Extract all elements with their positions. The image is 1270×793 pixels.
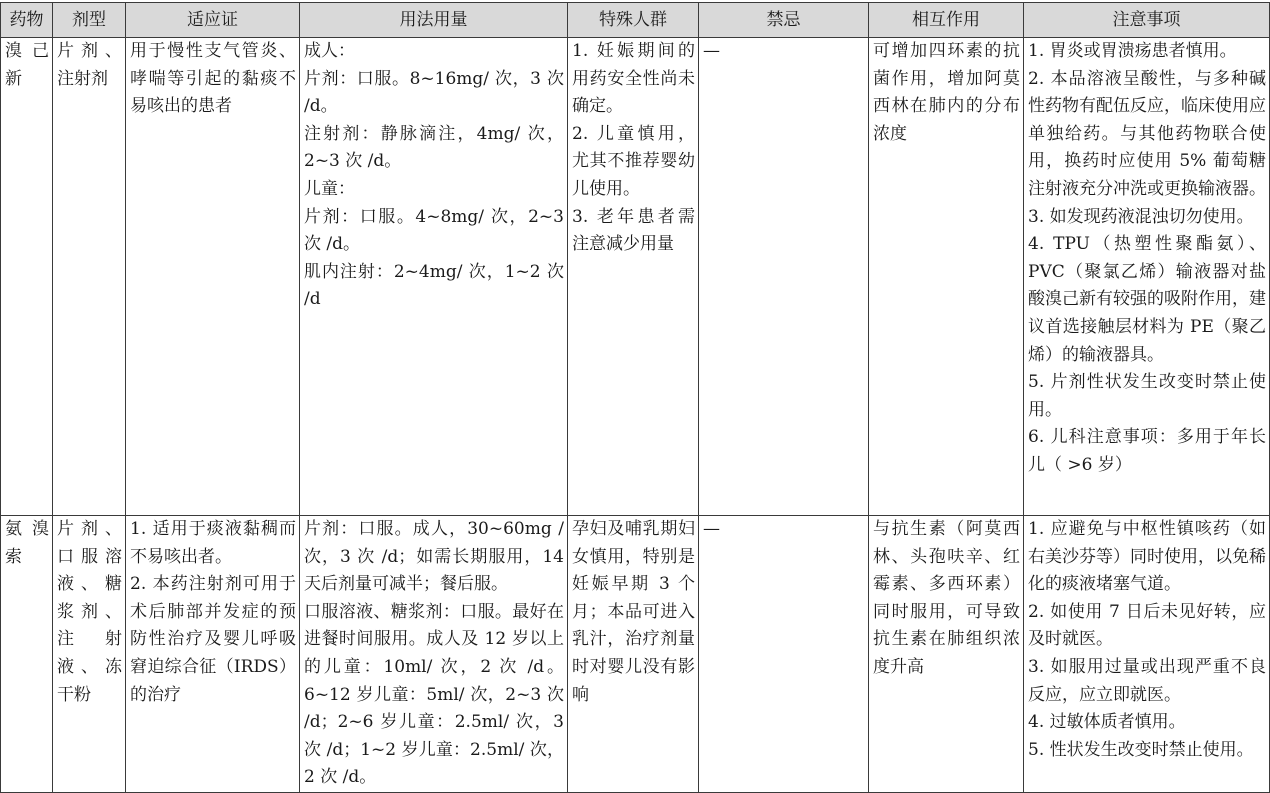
indication-line: 用于慢性支气管炎、哮喘等引起的黏痰不易咳出的患者: [130, 41, 296, 117]
special-population-line: 1. 妊娠期间的用药安全性尚未确定。: [572, 41, 695, 117]
usage-line: 片剂：口服。8~16mg/ 次，3 次 /d。: [304, 68, 564, 117]
precaution-line: 4. TPU（热塑性聚酯氨）、PVC（聚氯乙烯）输液器对盐酸溴己新有较强的吸附作用，建议首选接触层材料为 PE（聚乙烯）的输液器具。: [1028, 234, 1266, 365]
header-row: [1, 3, 1270, 38]
header-usage: 用法用量: [300, 3, 568, 38]
precaution-line: 5. 性状发生改变时禁止使用。: [1028, 739, 1254, 760]
drug-table: [0, 2, 1270, 793]
cell-interaction: [869, 38, 1024, 516]
special-population-line: 孕妇及哺乳期妇女慎用，特别是妊娠早期 3 个月；本品可进入乳汁，治疗剂量时对婴儿没有影响: [572, 519, 695, 705]
special-population-line: 2. 儿童慎用，尤其不推荐婴幼儿使用。: [572, 123, 695, 199]
usage-line: 肌内注射：2~4mg/ 次，1~2 次 /d: [304, 261, 564, 310]
cell-drug-name: 氨溴索: [1, 516, 53, 793]
contraindication-text: —: [703, 41, 720, 61]
usage-line: 注射剂：静脉滴注，4mg/ 次，2~3 次 /d。: [304, 123, 564, 172]
header-interaction: 相互作用: [869, 3, 1024, 38]
precaution-line: 2. 本品溶液呈酸性，与多种碱性药物有配伍反应，临床使用应单独给药。与其他药物联合使用，换药时应使用 5% 葡萄糖注射液充分冲洗或更换输液器。: [1028, 68, 1266, 199]
header-special-population: 特殊人群: [568, 3, 699, 38]
cell-drug-name: 溴己新: [1, 38, 53, 516]
precaution-line: 3. 如服用过量或出现严重不良反应，应立即就医。: [1028, 656, 1266, 705]
cell-special-population: [568, 516, 699, 793]
indication-line: 2. 本药注射剂可用于术后肺部并发症的预防性治疗及婴儿呼吸窘迫综合征（IRDS）的治疗: [130, 574, 296, 705]
cell-interaction: [869, 516, 1024, 793]
cell-dosage-form: 片剂、口服溶液、糖浆剂、注射液、冻干粉: [53, 516, 126, 793]
table-row-ambroxol: [1, 516, 1270, 793]
usage-line: 口服溶液、糖浆剂：口服。最好在进餐时间服用。成人及 12 岁以上的儿童：10ml/ 次，2 次 /d。6~12 岁儿童：5ml/ 次，2~3 次 /d；2~6 岁儿童：2.5ml/ 次，3 次 /d；1~2 岁儿童：2.5ml/ 次，2 次 /d。: [304, 601, 564, 788]
cell-precautions: [1024, 38, 1270, 516]
precaution-line: 1. 胃炎或胃溃疡患者慎用。: [1028, 41, 1237, 61]
precaution-line: 4. 过敏体质者慎用。: [1028, 712, 1186, 733]
usage-line: 片剂：口服。4~8mg/ 次，2~3 次 /d。: [304, 206, 564, 255]
usage-line: 儿童：: [304, 178, 355, 199]
contraindication-text: —: [703, 519, 720, 539]
special-population-line: 3. 老年患者需注意减少用量: [572, 206, 695, 255]
table-row-bromhexine: [1, 38, 1270, 516]
precaution-line: 3. 如发现药液混浊切勿使用。: [1028, 206, 1254, 227]
cell-precautions: [1024, 516, 1270, 793]
cell-contraindication: [699, 38, 869, 516]
cell-indication: [126, 38, 300, 516]
header-precautions: 注意事项: [1024, 3, 1270, 38]
precaution-line: 6. 儿科注意事项：多用于年长儿（ >6 岁）: [1028, 427, 1266, 475]
usage-line: 片剂：口服。成人，30~60mg / 次，3 次 /d；如需长期服用，14 天后剂量可减半；餐后服。: [304, 519, 564, 595]
cell-indication: [126, 516, 300, 793]
cell-contraindication: [699, 516, 869, 793]
header-indication: 适应证: [126, 3, 300, 38]
header-dosage-form: 剂型: [53, 3, 126, 38]
header-contraindication: 禁忌: [699, 3, 869, 38]
interaction-line: 与抗生素（阿莫西林、头孢呋辛、红霉素、多西环素）同时服用，可导致抗生素在肺组织浓度升高: [873, 519, 1020, 677]
cell-usage: [300, 38, 568, 516]
precaution-line: 2. 如使用 7 日后未见好转，应及时就医。: [1028, 601, 1266, 650]
cell-dosage-form: 片剂、注射剂: [53, 38, 126, 516]
cell-usage: [300, 516, 568, 793]
indication-line: 1. 适用于痰液黏稠而不易咳出者。: [130, 519, 296, 567]
usage-line: 成人：: [304, 41, 355, 61]
interaction-line: 可增加四环素的抗菌作用，增加阿莫西林在肺内的分布浓度: [873, 41, 1020, 144]
precaution-line: 1. 应避免与中枢性镇咳药（如右美沙芬等）同时使用，以免稀化的痰液堵塞气道。: [1028, 519, 1266, 595]
precaution-line: 5. 片剂性状发生改变时禁止使用。: [1028, 372, 1266, 420]
cell-special-population: [568, 38, 699, 516]
header-drug: 药物: [1, 3, 53, 38]
